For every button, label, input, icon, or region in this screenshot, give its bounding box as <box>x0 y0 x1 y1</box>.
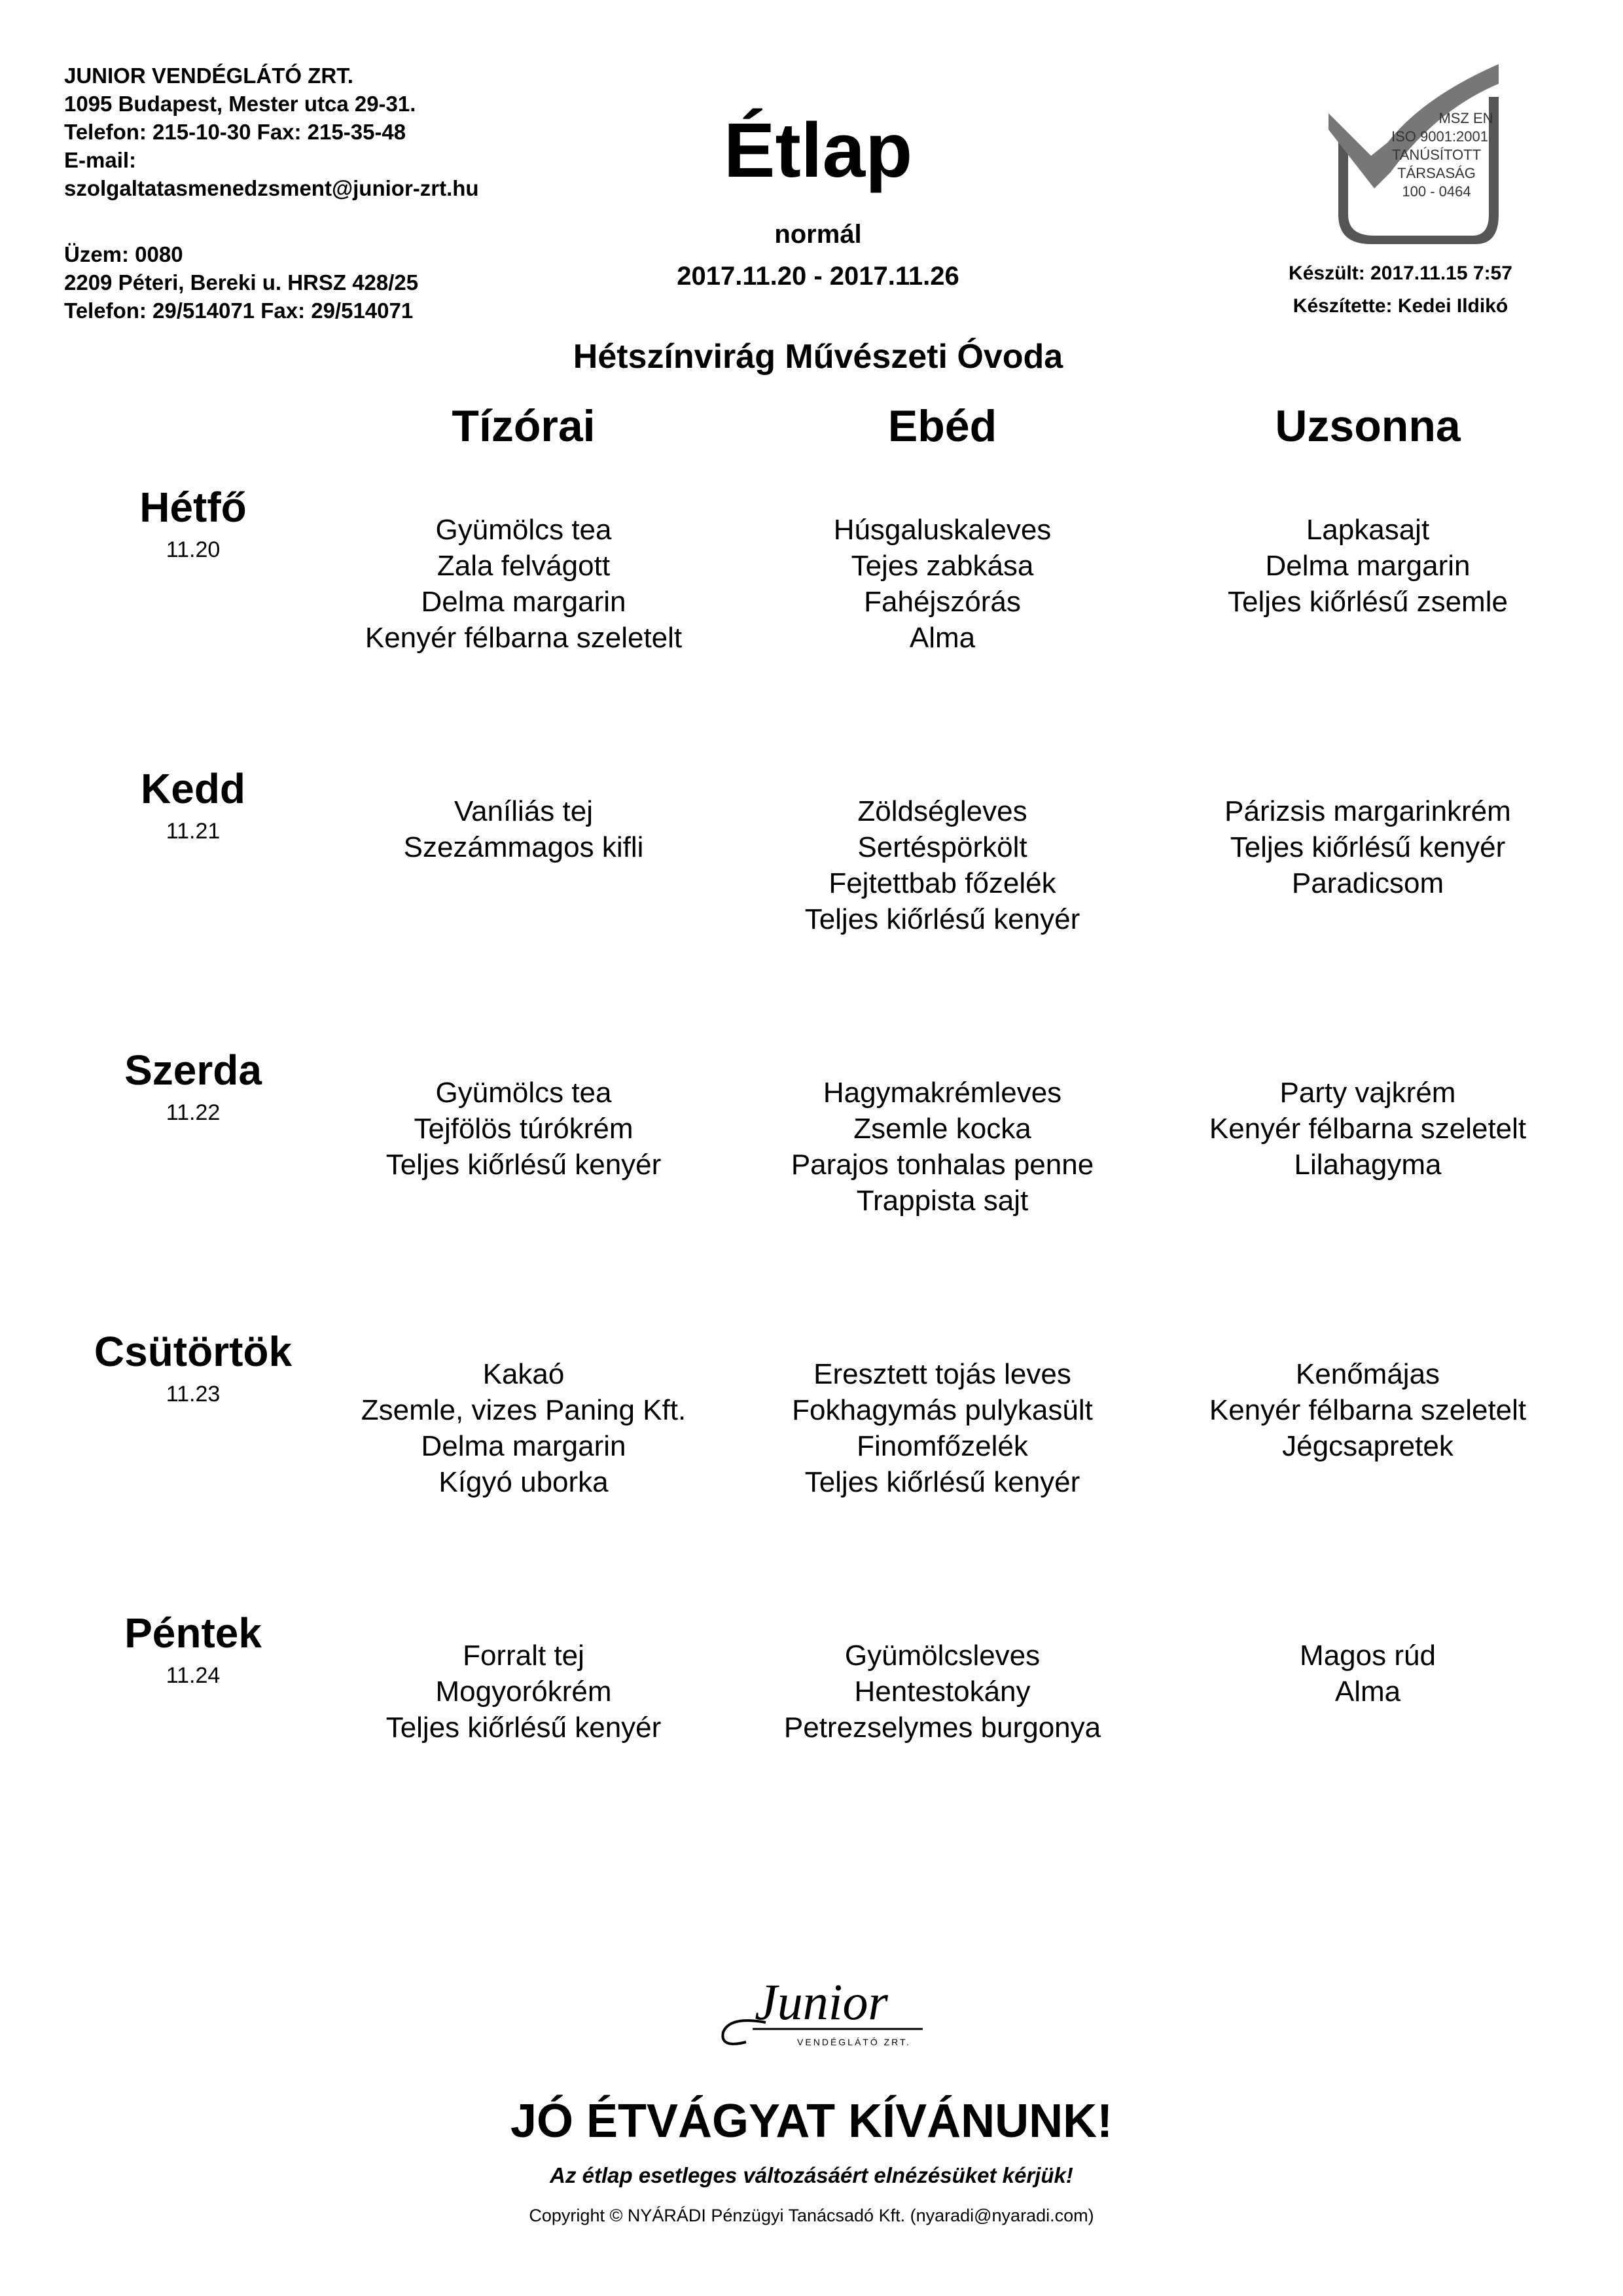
cert-line-5: 100 - 0464 <box>1402 183 1471 200</box>
menu-item: Forralt tej <box>463 1640 584 1672</box>
menu-item: Teljes kiőrlésű kenyér <box>385 1149 662 1181</box>
menu-cell-uzsonna <box>1119 512 1616 620</box>
iso-certificate-badge <box>1325 58 1505 254</box>
company-phone-fax: Telefon: 215-10-30 Fax: 215-35-48 <box>64 120 406 144</box>
logo-name: Junior <box>755 1973 888 2030</box>
day-date: 11.22 <box>166 1100 221 1125</box>
menu-item: Teljes kiőrlésű zsemle <box>1228 586 1508 618</box>
logo-sub: VENDÉGLÁTÓ ZRT. <box>797 2037 911 2047</box>
menu-item: Gyümölcsleves <box>844 1640 1041 1672</box>
day-name: Hétfő <box>139 484 247 531</box>
menu-cell-ebed <box>694 1638 1191 1746</box>
menu-item: Delma margarin <box>421 1430 626 1462</box>
menu-cell-uzsonna <box>1119 793 1616 901</box>
menu-item: Fokhagymás pulykasült <box>792 1394 1093 1426</box>
menu-item: Delma margarin <box>421 586 626 618</box>
date-range: 2017.11.20 - 2017.11.26 <box>677 262 959 291</box>
menu-item: Teljes kiőrlésű kenyér <box>385 1712 662 1744</box>
menu-item: Alma <box>909 622 976 654</box>
made-date: Készült: 2017.11.15 7:57 <box>1289 262 1512 284</box>
menu-cell-uzsonna <box>1119 1075 1616 1183</box>
day-name: Kedd <box>141 765 245 812</box>
cert-line-4: TÁRSASÁG <box>1397 165 1476 181</box>
day-name: Péntek <box>124 1609 262 1657</box>
plant-address: 2209 Péteri, Bereki u. HRSZ 428/25 <box>64 270 419 295</box>
menu-item: Hagymakrémleves <box>823 1077 1062 1109</box>
menu-item: Eresztett tojás leves <box>813 1358 1071 1390</box>
menu-item: Zsemle, vizes Paning Kft. <box>361 1394 687 1426</box>
menu-item: Zala felvágott <box>437 550 611 582</box>
day-date: 11.21 <box>166 819 221 844</box>
menu-item: Party vajkrém <box>1279 1077 1456 1109</box>
menu-item: Kígyó uborka <box>438 1466 609 1498</box>
page-title: Étlap <box>723 107 913 194</box>
menu-cell-ebed <box>694 793 1191 937</box>
menu-item: Tejfölös túrókrém <box>414 1113 633 1145</box>
day-date: 11.24 <box>166 1663 221 1688</box>
menu-item: Magos rúd <box>1300 1640 1436 1672</box>
menu-item: Gyümölcs tea <box>435 1077 612 1109</box>
menu-item: Mogyorókrém <box>435 1676 612 1708</box>
company-email: szolgaltatasmenedzsment@junior-zrt.hu <box>64 176 479 200</box>
column-header-ebed: Ebéd <box>887 401 997 451</box>
menu-item: Gyümölcs tea <box>435 514 612 546</box>
made-by: Készítette: Kedei Ildikó <box>1293 295 1508 317</box>
menu-item: Teljes kiőrlésű kenyér <box>1230 831 1506 863</box>
day-name: Csütörtök <box>94 1328 293 1375</box>
plant-info <box>64 240 562 325</box>
menu-item: Szezámmagos kifli <box>403 831 644 863</box>
cert-line-3: TANÚSÍTOTT <box>1391 147 1482 163</box>
menu-item: Kenőmájas <box>1295 1358 1440 1390</box>
menu-item: Hentestokány <box>854 1676 1031 1708</box>
plant-code: Üzem: 0080 <box>64 242 183 266</box>
menu-item: Paradicsom <box>1291 867 1444 899</box>
company-name: JUNIOR VENDÉGLÁTÓ ZRT. <box>64 63 353 88</box>
menu-cell-ebed <box>694 1356 1191 1500</box>
menu-item: Párizsis margarinkrém <box>1224 795 1511 827</box>
menu-item: Parajos tonhalas penne <box>791 1149 1094 1181</box>
menu-item: Alma <box>1334 1676 1401 1708</box>
menu-item: Fejtettbab főzelék <box>829 867 1056 899</box>
footer-apology: Az étlap esetleges változásáért elnézésüket kérjük! <box>550 2163 1073 2187</box>
menu-item: Sertéspörkölt <box>857 831 1027 863</box>
menu-item: Teljes kiőrlésű kenyér <box>804 903 1080 935</box>
day-date: 11.20 <box>166 537 221 562</box>
menu-item: Teljes kiőrlésű kenyér <box>804 1466 1080 1498</box>
menu-type: normál <box>774 220 862 249</box>
menu-item: Húsgaluskaleves <box>833 514 1052 546</box>
footer-copyright: Copyright © NYÁRÁDI Pénzügyi Tanácsadó Kft. (nyaradi@nyaradi.com) <box>529 2206 1094 2225</box>
company-email-label: E-mail: <box>64 148 137 172</box>
menu-item: Kenyér félbarna szeletelt <box>365 622 683 654</box>
menu-item: Kenyér félbarna szeletelt <box>1209 1113 1527 1145</box>
menu-item: Finomfőzelék <box>857 1430 1028 1462</box>
menu-item: Delma margarin <box>1265 550 1471 582</box>
cert-line-2: ISO 9001:2001 <box>1391 128 1489 145</box>
menu-item: Zöldségleves <box>857 795 1027 827</box>
column-header-tizorai: Tízórai <box>452 401 596 451</box>
plant-phone-fax: Telefon: 29/514071 Fax: 29/514071 <box>64 298 414 323</box>
made-info <box>1191 257 1610 323</box>
company-address: 1095 Budapest, Mester utca 29-31. <box>64 92 416 116</box>
day-date: 11.23 <box>166 1382 221 1407</box>
menu-cell-ebed <box>694 512 1191 656</box>
company-info <box>64 62 562 202</box>
menu-cell-uzsonna <box>1119 1638 1616 1710</box>
menu-item: Tejes zabkása <box>851 550 1034 582</box>
menu-item: Kakaó <box>482 1358 565 1390</box>
menu-item: Lapkasajt <box>1306 514 1430 546</box>
school-name: Hétszínvirág Művészeti Óvoda <box>573 338 1063 376</box>
menu-item: Zsemle kocka <box>853 1113 1031 1145</box>
cert-line-1: MSZ EN <box>1438 110 1493 126</box>
menu-item: Lilahagyma <box>1294 1149 1442 1181</box>
menu-cell-uzsonna <box>1119 1356 1616 1464</box>
menu-item: Vaníliás tej <box>454 795 593 827</box>
menu-cell-ebed <box>694 1075 1191 1219</box>
day-name: Szerda <box>124 1047 262 1094</box>
menu-item: Fahéjszórás <box>864 586 1021 618</box>
menu-item: Petrezselymes burgonya <box>783 1712 1101 1744</box>
footer-wish: JÓ ÉTVÁGYAT KÍVÁNUNK! <box>510 2095 1113 2147</box>
column-header-uzsonna: Uzsonna <box>1275 401 1461 451</box>
menu-item: Kenyér félbarna szeletelt <box>1209 1394 1527 1426</box>
menu-item: Jégcsapretek <box>1282 1430 1454 1462</box>
menu-item: Trappista sajt <box>856 1185 1029 1217</box>
junior-logo <box>707 1964 929 2062</box>
title-block <box>589 105 1047 293</box>
